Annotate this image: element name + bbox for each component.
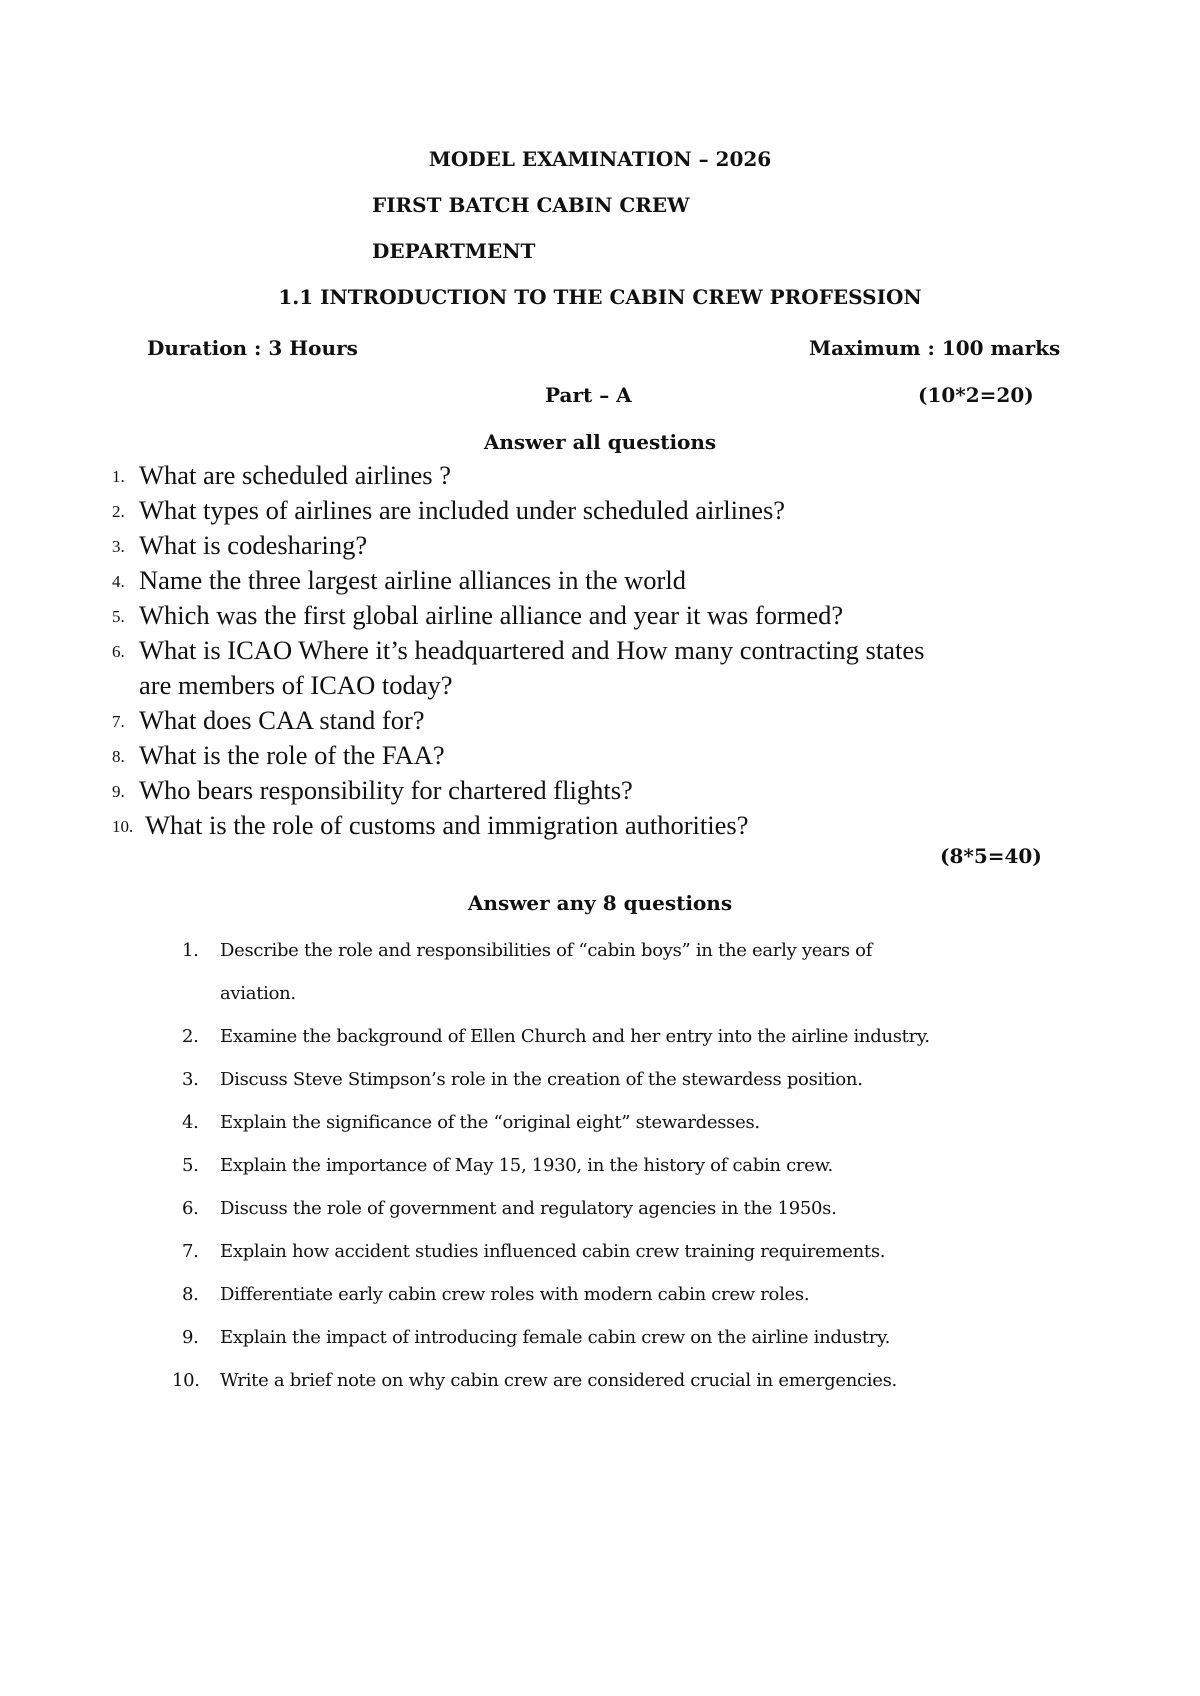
- part-a-question: [112, 773, 1112, 808]
- question-text: Discuss the role of government and regulatory agencies in the 1950s.: [220, 1198, 837, 1219]
- question-number: 2.: [112, 502, 125, 521]
- part-b-instruction: Answer any 8 questions: [467, 891, 733, 915]
- question-text: What is the role of the FAA?: [139, 740, 445, 770]
- question-text: What is codesharing?: [139, 530, 368, 560]
- question-number: 1.: [112, 467, 125, 486]
- part-a-question: [112, 563, 1112, 598]
- question-number: 4.: [112, 572, 125, 591]
- question-text: What is ICAO Where it’s headquartered and How many contracting states: [139, 635, 925, 665]
- question-text: Which was the first global airline alliance and year it was formed?: [139, 600, 844, 630]
- question-text: Explain the significance of the “original eight” stewardesses.: [220, 1112, 760, 1133]
- question-number: 7.: [112, 712, 125, 731]
- part-b-question: [180, 1101, 1080, 1144]
- question-text: Explain the impact of introducing female cabin crew on the airline industry.: [220, 1327, 891, 1348]
- part-b-marks: (8*5=40): [940, 844, 1042, 868]
- part-a-question: [112, 458, 1112, 493]
- part-a-marks: (10*2=20): [918, 383, 1034, 407]
- part-b-question: [180, 1316, 1080, 1359]
- question-number: 5.: [182, 1155, 199, 1176]
- question-text: Who bears responsibility for chartered flights?: [139, 775, 633, 805]
- question-number: 1.: [182, 940, 199, 961]
- question-text: What are scheduled airlines ?: [139, 460, 451, 490]
- part-a-question: [112, 808, 1112, 843]
- question-number: 3.: [112, 537, 125, 556]
- question-number: 8.: [112, 747, 125, 766]
- question-number: 7.: [182, 1241, 199, 1262]
- part-b-question: [180, 1230, 1080, 1273]
- question-text: Differentiate early cabin crew roles with modern cabin crew roles.: [220, 1284, 810, 1305]
- part-a-question: [112, 598, 1112, 633]
- question-text: Describe the role and responsibilities of “cabin boys” in the early years of: [220, 940, 873, 961]
- part-b-question: [180, 1187, 1080, 1230]
- part-b-question: [180, 1273, 1080, 1316]
- part-b-question: [180, 1058, 1080, 1101]
- part-a-question-list: [112, 458, 1112, 843]
- question-text: Name the three largest airline alliances in the world: [139, 565, 686, 595]
- question-number: 4.: [182, 1112, 199, 1133]
- question-text: Examine the background of Ellen Church and her entry into the airline industry.: [220, 1026, 930, 1047]
- question-text: Explain how accident studies influenced cabin crew training requirements.: [220, 1241, 886, 1262]
- part-b-question-list: [172, 929, 1080, 1402]
- duration-text: Duration : 3 Hours: [147, 336, 358, 360]
- course-title: 1.1 INTRODUCTION TO THE CABIN CREW PROFESSION: [278, 285, 922, 309]
- question-number: 6.: [112, 642, 125, 661]
- part-b-question: [180, 1144, 1080, 1187]
- question-text: Explain the importance of May 15, 1930, in the history of cabin crew.: [220, 1155, 833, 1176]
- question-text: Discuss Steve Stimpson’s role in the creation of the stewardess position.: [220, 1069, 863, 1090]
- question-text-continued: are members of ICAO today?: [139, 670, 453, 700]
- part-a-question: [112, 633, 1112, 703]
- question-number: 5.: [112, 607, 125, 626]
- part-a-title: Part – A: [545, 383, 632, 407]
- part-b-question: [180, 929, 1080, 1015]
- question-text-continued: aviation.: [220, 983, 296, 1004]
- batch-title: FIRST BATCH CABIN CREW: [372, 193, 690, 217]
- question-text: What types of airlines are included under scheduled airlines?: [139, 495, 786, 525]
- question-number: 3.: [182, 1069, 199, 1090]
- part-a-question: [112, 738, 1112, 773]
- part-b-question: [172, 1359, 1080, 1402]
- question-text: What does CAA stand for?: [139, 705, 425, 735]
- question-number: 8.: [182, 1284, 199, 1305]
- question-number: 10.: [112, 817, 134, 836]
- question-number: 9.: [112, 782, 125, 801]
- question-number: 10.: [172, 1370, 200, 1391]
- maximum-marks-text: Maximum : 100 marks: [809, 336, 1061, 360]
- part-a-instruction: Answer all questions: [483, 430, 717, 454]
- part-a-question: [112, 528, 1112, 563]
- part-a-question: [112, 703, 1112, 738]
- part-a-question: [112, 493, 1112, 528]
- department-title: DEPARTMENT: [372, 239, 536, 263]
- question-text: Write a brief note on why cabin crew are considered crucial in emergencies.: [220, 1370, 897, 1391]
- question-text: What is the role of customs and immigration authorities?: [145, 810, 749, 840]
- question-number: 2.: [182, 1026, 199, 1047]
- exam-title: MODEL EXAMINATION – 2026: [428, 147, 772, 171]
- question-number: 9.: [182, 1327, 199, 1348]
- question-number: 6.: [182, 1198, 199, 1219]
- part-b-question: [180, 1015, 1080, 1058]
